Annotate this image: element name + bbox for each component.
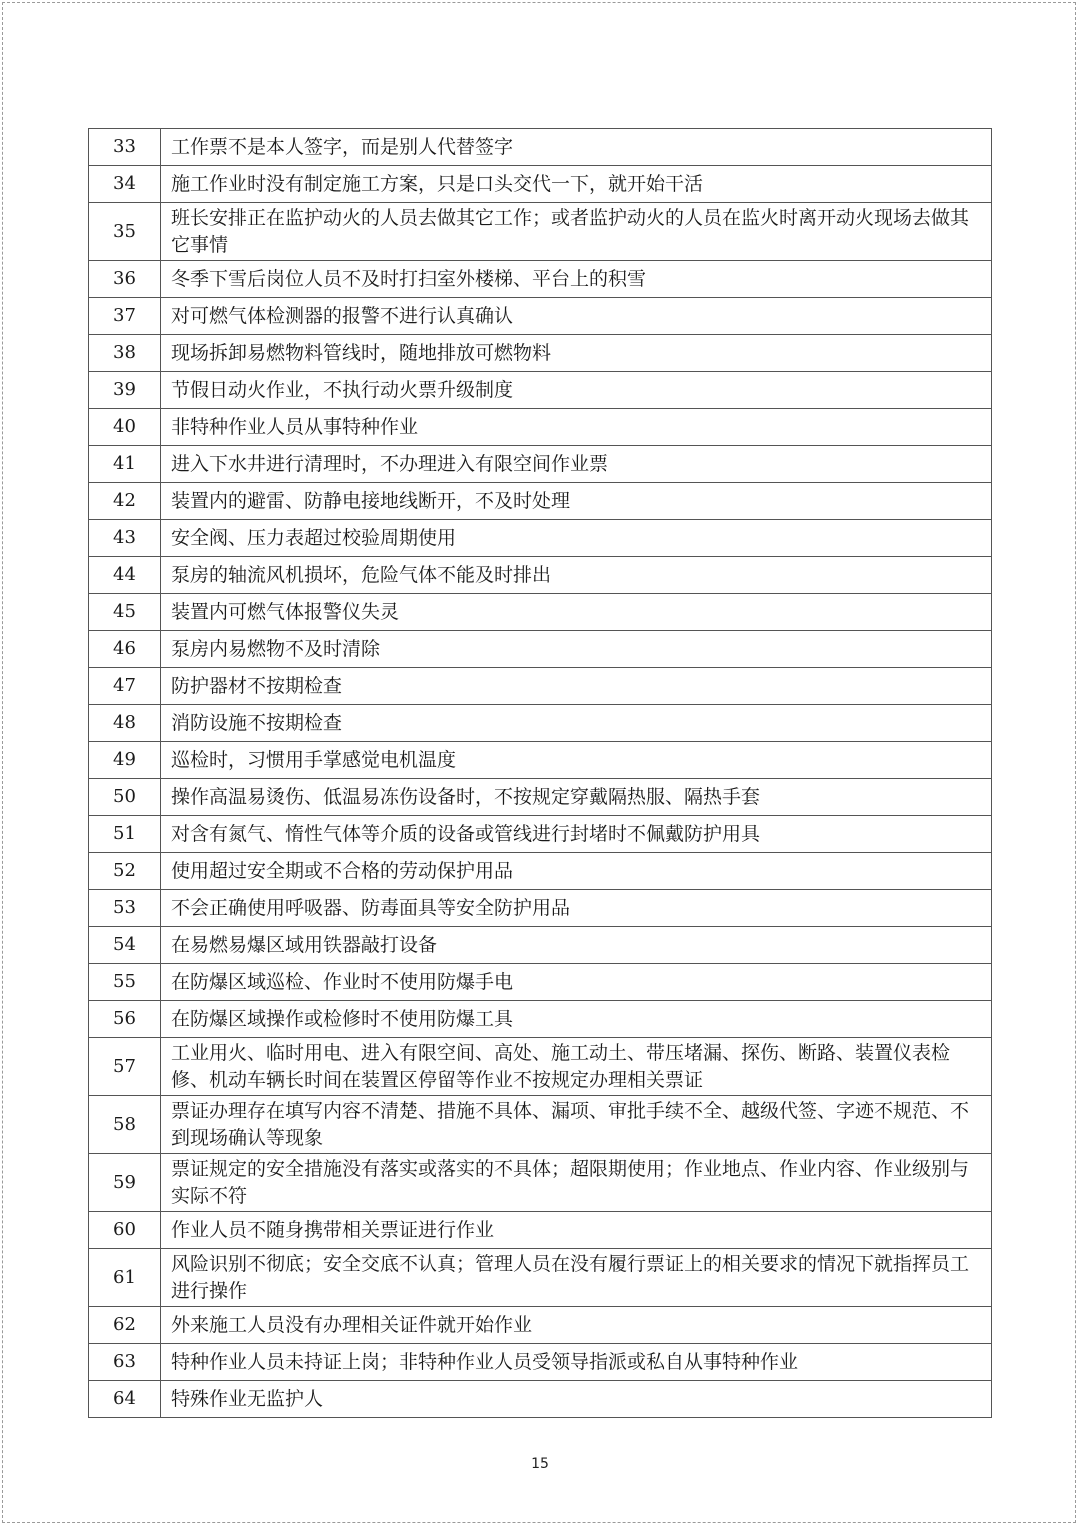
- row-number: 44: [89, 557, 161, 594]
- row-text: 安全阀、压力表超过校验周期使用: [161, 520, 992, 557]
- row-number: 63: [89, 1344, 161, 1381]
- row-number: 37: [89, 298, 161, 335]
- table-row: [89, 816, 992, 853]
- table-row: [89, 964, 992, 1001]
- row-text: 不会正确使用呼吸器、防毒面具等安全防护用品: [161, 890, 992, 927]
- row-text: 装置内可燃气体报警仪失灵: [161, 594, 992, 631]
- row-number: 50: [89, 779, 161, 816]
- row-number: 55: [89, 964, 161, 1001]
- row-text: 风险识别不彻底；安全交底不认真；管理人员在没有履行票证上的相关要求的情况下就指挥员工进行操作: [161, 1249, 992, 1307]
- row-text: 现场拆卸易燃物料管线时，随地排放可燃物料: [161, 335, 992, 372]
- table-row: [89, 1154, 992, 1212]
- table-row: [89, 557, 992, 594]
- table-row: [89, 129, 992, 166]
- row-text: 巡检时，习惯用手掌感觉电机温度: [161, 742, 992, 779]
- row-text: 票证办理存在填写内容不清楚、措施不具体、漏项、审批手续不全、越级代签、字迹不规范、不到现场确认等现象: [161, 1096, 992, 1154]
- row-text: 进入下水井进行清理时，不办理进入有限空间作业票: [161, 446, 992, 483]
- row-number: 42: [89, 483, 161, 520]
- table-row: [89, 409, 992, 446]
- table-row: [89, 631, 992, 668]
- table-row: [89, 203, 992, 261]
- row-number: 43: [89, 520, 161, 557]
- row-text: 防护器材不按期检查: [161, 668, 992, 705]
- table-row: [89, 1344, 992, 1381]
- violations-table-container: [88, 128, 992, 1418]
- row-text: 冬季下雪后岗位人员不及时打扫室外楼梯、平台上的积雪: [161, 261, 992, 298]
- table-row: [89, 483, 992, 520]
- row-number: 35: [89, 203, 161, 261]
- row-number: 34: [89, 166, 161, 203]
- table-row: [89, 1001, 992, 1038]
- row-number: 51: [89, 816, 161, 853]
- row-text: 泵房的轴流风机损坏，危险气体不能及时排出: [161, 557, 992, 594]
- table-row: [89, 1212, 992, 1249]
- table-row: [89, 1249, 992, 1307]
- violations-table-body: [89, 129, 992, 1418]
- table-row: [89, 372, 992, 409]
- row-number: 62: [89, 1307, 161, 1344]
- table-row: [89, 520, 992, 557]
- row-text: 在防爆区域操作或检修时不使用防爆工具: [161, 1001, 992, 1038]
- row-text: 施工作业时没有制定施工方案，只是口头交代一下，就开始干活: [161, 166, 992, 203]
- row-number: 45: [89, 594, 161, 631]
- table-row: [89, 261, 992, 298]
- violations-table: [88, 128, 992, 1418]
- table-row: [89, 594, 992, 631]
- table-row: [89, 890, 992, 927]
- row-number: 47: [89, 668, 161, 705]
- table-row: [89, 927, 992, 964]
- table-row: [89, 779, 992, 816]
- row-number: 56: [89, 1001, 161, 1038]
- row-text: 装置内的避雷、防静电接地线断开，不及时处理: [161, 483, 992, 520]
- row-text: 泵房内易燃物不及时清除: [161, 631, 992, 668]
- table-row: [89, 335, 992, 372]
- row-number: 52: [89, 853, 161, 890]
- row-text: 操作高温易烫伤、低温易冻伤设备时，不按规定穿戴隔热服、隔热手套: [161, 779, 992, 816]
- table-row: [89, 1307, 992, 1344]
- table-row: [89, 705, 992, 742]
- table-row: [89, 446, 992, 483]
- row-text: 票证规定的安全措施没有落实或落实的不具体；超限期使用；作业地点、作业内容、作业级别与实际不符: [161, 1154, 992, 1212]
- row-text: 使用超过安全期或不合格的劳动保护用品: [161, 853, 992, 890]
- row-number: 46: [89, 631, 161, 668]
- row-number: 59: [89, 1154, 161, 1212]
- row-text: 工业用火、临时用电、进入有限空间、高处、施工动土、带压堵漏、探伤、断路、装置仪表检修、机动车辆长时间在装置区停留等作业不按规定办理相关票证: [161, 1038, 992, 1096]
- page-number: 15: [531, 1456, 549, 1472]
- row-number: 53: [89, 890, 161, 927]
- row-text: 作业人员不随身携带相关票证进行作业: [161, 1212, 992, 1249]
- row-number: 41: [89, 446, 161, 483]
- row-number: 38: [89, 335, 161, 372]
- row-text: 消防设施不按期检查: [161, 705, 992, 742]
- row-text: 非特种作业人员从事特种作业: [161, 409, 992, 446]
- row-number: 54: [89, 927, 161, 964]
- row-text: 对可燃气体检测器的报警不进行认真确认: [161, 298, 992, 335]
- table-row: [89, 298, 992, 335]
- table-row: [89, 742, 992, 779]
- row-text: 特殊作业无监护人: [161, 1381, 992, 1418]
- table-row: [89, 1096, 992, 1154]
- row-number: 48: [89, 705, 161, 742]
- row-text: 工作票不是本人签字，而是别人代替签字: [161, 129, 992, 166]
- row-number: 36: [89, 261, 161, 298]
- row-text: 班长安排正在监护动火的人员去做其它工作；或者监护动火的人员在监火时离开动火现场去做其它事情: [161, 203, 992, 261]
- table-row: [89, 1381, 992, 1418]
- row-text: 在易燃易爆区域用铁器敲打设备: [161, 927, 992, 964]
- row-text: 对含有氮气、惰性气体等介质的设备或管线进行封堵时不佩戴防护用具: [161, 816, 992, 853]
- row-text: 特种作业人员未持证上岗；非特种作业人员受领导指派或私自从事特种作业: [161, 1344, 992, 1381]
- row-number: 64: [89, 1381, 161, 1418]
- table-row: [89, 1038, 992, 1096]
- row-number: 58: [89, 1096, 161, 1154]
- row-number: 60: [89, 1212, 161, 1249]
- row-text: 节假日动火作业，不执行动火票升级制度: [161, 372, 992, 409]
- table-row: [89, 853, 992, 890]
- table-row: [89, 166, 992, 203]
- row-number: 40: [89, 409, 161, 446]
- row-number: 33: [89, 129, 161, 166]
- row-text: 在防爆区域巡检、作业时不使用防爆手电: [161, 964, 992, 1001]
- table-row: [89, 668, 992, 705]
- row-number: 57: [89, 1038, 161, 1096]
- row-number: 61: [89, 1249, 161, 1307]
- row-text: 外来施工人员没有办理相关证件就开始作业: [161, 1307, 992, 1344]
- row-number: 49: [89, 742, 161, 779]
- row-number: 39: [89, 372, 161, 409]
